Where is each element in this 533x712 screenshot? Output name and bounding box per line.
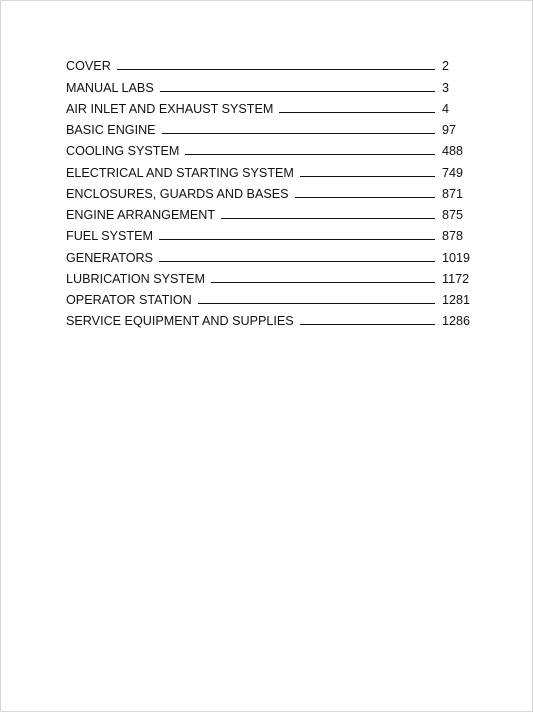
toc-leader-line	[300, 176, 435, 177]
toc-entry-electrical-and-starting-system[interactable]	[66, 158, 476, 179]
toc-leader-line	[295, 197, 435, 198]
toc-entry-page: 749	[442, 165, 464, 180]
toc-entry-title: COOLING SYSTEM	[66, 144, 180, 159]
toc-entry-cooling-system[interactable]	[66, 137, 476, 158]
toc-entry-page: 1281	[442, 293, 471, 307]
toc-entry-title: BASIC ENGINE	[66, 123, 156, 137]
toc-entry-generators[interactable]	[66, 243, 476, 264]
toc-entry-page: 875	[442, 208, 464, 222]
toc-entry-title: GENERATORS	[66, 250, 154, 265]
toc-leader-line	[159, 239, 435, 240]
toc-leader-line	[279, 112, 435, 113]
toc-entry-page: 1172	[442, 271, 470, 286]
toc-entry-operator-station[interactable]	[66, 286, 476, 307]
toc-entry-title: ENGINE ARRANGEMENT	[66, 208, 216, 222]
toc-entry-page: 871	[442, 186, 464, 201]
toc-leader-line	[211, 282, 435, 283]
toc-entry-title: ENCLOSURES, GUARDS AND BASES	[66, 186, 289, 201]
toc-entry-cover[interactable]	[66, 52, 476, 73]
toc-entry-page: 2	[442, 59, 450, 74]
toc-leader-line	[198, 303, 435, 304]
toc-entry-title: ELECTRICAL AND STARTING SYSTEM	[66, 165, 294, 180]
toc-entry-enclosures-guards-and-bases[interactable]	[66, 180, 476, 201]
toc-leader-line	[221, 218, 435, 219]
toc-entry-title: AIR INLET AND EXHAUST SYSTEM	[66, 101, 274, 116]
toc-entry-engine-arrangement[interactable]	[66, 201, 476, 222]
toc-leader-line	[300, 324, 435, 325]
toc-leader-line	[162, 133, 435, 134]
toc-leader-line	[117, 69, 435, 70]
toc-entry-page: 4	[442, 101, 450, 116]
toc-entry-page: 97	[442, 123, 457, 137]
toc-entry-title: OPERATOR STATION	[66, 293, 192, 307]
toc-leader-line	[159, 261, 435, 262]
toc-leader-line	[185, 154, 435, 155]
toc-entry-lubrication-system[interactable]	[66, 265, 476, 286]
toc-entry-title: COVER	[66, 59, 111, 74]
toc-leader-line	[160, 91, 435, 92]
toc-entry-page: 1019	[442, 250, 471, 265]
toc-entry-title: SERVICE EQUIPMENT AND SUPPLIES	[66, 314, 294, 329]
toc-entry-air-inlet-and-exhaust-system[interactable]	[66, 95, 476, 116]
toc-entry-page: 1286	[442, 314, 471, 329]
toc-entry-title: MANUAL LABS	[66, 80, 154, 95]
toc-entry-service-equipment-and-supplies[interactable]	[66, 307, 476, 328]
toc-entry-basic-engine[interactable]	[66, 116, 476, 137]
toc-entry-manual-labs[interactable]	[66, 73, 476, 94]
toc-entry-page: 3	[442, 80, 450, 95]
toc-entry-fuel-system[interactable]	[66, 222, 476, 243]
table-of-contents	[66, 52, 476, 328]
toc-entry-page: 488	[442, 144, 464, 159]
toc-entry-title: LUBRICATION SYSTEM	[66, 271, 206, 286]
toc-entry-title: FUEL SYSTEM	[66, 229, 154, 244]
toc-entry-page: 878	[442, 229, 464, 244]
